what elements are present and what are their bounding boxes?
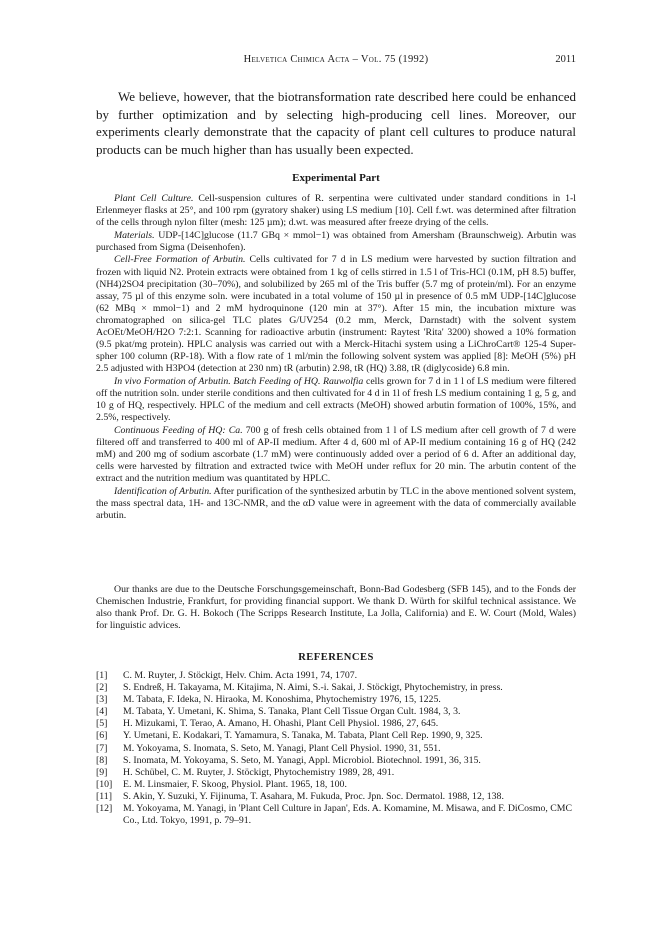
reference-list <box>96 670 576 827</box>
reference-number: [12] <box>96 803 113 815</box>
paragraph-heading: Identification of Arbutin. <box>114 485 212 497</box>
reference-text: M. Tabata, Y. Umetani, K. Shima, S. Tanaka, Plant Cell Tissue Organ Cult. 1984, 3, 3. <box>123 706 461 718</box>
reference-number: [1] <box>96 670 108 681</box>
reference-item <box>96 779 576 791</box>
reference-text: H. Schübel, C. M. Ruyter, J. Stöckigt, Phytochemistry 1989, 28, 491. <box>123 766 395 778</box>
paragraph-heading: Continuous Feeding of HQ: Ca. <box>114 424 243 436</box>
paragraph-plant-cell-culture <box>96 193 576 229</box>
reference-text: Y. Umetani, E. Kodakari, T. Yamamura, S. Tanaka, M. Tabata, Plant Cell Rep. 1990, 9, 325. <box>123 730 483 742</box>
reference-item <box>96 718 576 730</box>
reference-number: [11] <box>96 790 112 802</box>
paragraph-in-vivo-formation <box>96 376 576 424</box>
journal-title: Helvetica Chimica Acta – Vol. 75 (1992) <box>243 54 429 65</box>
reference-text: M. Yokoyama, S. Inomata, S. Seto, M. Yanagi, Plant Cell Physiol. 1990, 31, 551. <box>123 742 441 754</box>
reference-number: [7] <box>96 742 108 754</box>
paragraph-continuous-feeding <box>96 425 576 485</box>
reference-number: [3] <box>96 694 108 706</box>
paragraph-heading: Cell-Free Formation of Arbutin. <box>114 254 246 266</box>
reference-item <box>96 803 576 827</box>
paragraph-materials <box>96 230 576 254</box>
paragraph-text: After purification of the synthesized arbutin by TLC in the above mentioned solvent system, the mass spectral data, 1H- and 13C-NMR, and the αD value were in agreement with the data of commercially available arbutin. <box>96 485 576 521</box>
paragraph-heading: Materials. <box>114 229 155 241</box>
paragraph-heading: Plant Cell Culture. <box>114 193 194 204</box>
reference-item <box>96 767 576 779</box>
paragraph-cell-free-formation <box>96 254 576 375</box>
paragraph-text: cells grown for 7 d in 1 l of LS medium were filtered off the nutrition soln. under sterile conditions and then cultivated for 4 d in 1l of fresh LS medium containing 1 g, 5 g, and 10 g of HQ, respectively. HPLC of the medium and cell extracts (MeOH) showed arbutin formation of 100%, 15%, and 2.5%, respectively. <box>96 375 577 424</box>
paragraph-text: UDP-[14C]glucose (11.7 GBq × mmol−1) was obtained from Amersham (Braunschweig). Arbutin was purchased from Sigma (Deisenhofen). <box>96 229 577 253</box>
experimental-body <box>96 193 576 523</box>
reference-number: [9] <box>96 766 108 778</box>
reference-item <box>96 694 576 706</box>
reference-number: [6] <box>96 730 108 742</box>
reference-text: S. Endreß, H. Takayama, M. Kitajima, N. Aimi, S.-i. Sakai, J. Stöckigt, Phytochemistry, in press. <box>123 682 503 694</box>
reference-item <box>96 706 576 718</box>
reference-item <box>96 755 576 767</box>
intro-paragraph: We believe, however, that the biotransformation rate described here could be enhanced by further optimization and by selecting high-producing cell lines. Moreover, our experiments clearly demonstrate that the capacity of plant cell cultures to produce natural products can be much higher than has usually been expected. <box>96 89 576 157</box>
page-number: 2011 <box>555 54 576 65</box>
paragraph-text: Cell-suspension cultures of R. serpentina were cultivated under standard conditions in 1-l Erlenmeyer flasks at 25°, and 100 rpm (gyratory shaker) using LS medium [10]. Cell f.wt. was determined after filtration of the cells through nylon filter (mesh: 125 µm); d.wt. was measured after freeze drying of the cells. <box>96 193 576 229</box>
reference-number: [5] <box>96 718 108 730</box>
paragraph-heading: In vivo Formation of Arbutin. Batch Feeding of HQ. Rauwolfia <box>114 375 364 387</box>
reference-number: [8] <box>96 754 108 766</box>
reference-item <box>96 730 576 742</box>
reference-number: [2] <box>96 682 108 694</box>
reference-text: S. Akin, Y. Suzuki, Y. Fijinuma, T. Asahara, M. Fukuda, Proc. Jpn. Soc. Dermatol. 1988, 12, 138. <box>123 790 504 802</box>
reference-item <box>96 743 576 755</box>
reference-text: M. Tabata, F. Ideka, N. Hiraoka, M. Konoshima, Phytochemistry 1976, 15, 1225. <box>123 694 441 706</box>
reference-text: M. Yokoyama, M. Yanagi, in 'Plant Cell Culture in Japan', Eds. A. Komamine, M. Misawa, and F. DiCosmo, CMC Co., Ltd. Tokyo, 1991, p. 79–91. <box>123 803 573 827</box>
running-header <box>96 54 576 68</box>
reference-item <box>96 682 576 694</box>
reference-number: [4] <box>96 706 108 718</box>
paragraph-text: 700 g of fresh cells obtained from 1 l of LS medium after cell growth of 7 d were filtered off and transferred to 400 ml of AP-II medium. After 4 d, 600 ml of AP-II medium containing 16 g of HQ (242 mM) and 200 mg of sodium ascorbate (1.7 mM) were continuously added over a period of 6 d. After an additional day, cells were harvested by filtration and extracted twice with MeOH under reflux for 20 min. The arbutin content of the extract and the nutrition medium was quantitated by HPLC. <box>96 424 577 485</box>
reference-text: H. Mizukami, T. Terao, A. Amano, H. Ohashi, Plant Cell Physiol. 1986, 27, 645. <box>123 718 439 730</box>
paragraph-identification <box>96 486 576 522</box>
reference-item <box>96 791 576 803</box>
reference-item <box>96 670 576 682</box>
reference-number: [10] <box>96 778 113 790</box>
acknowledgement: Our thanks are due to the Deutsche Forschungsgemeinschaft, Bonn-Bad Godesberg (SFB 145), and to the Fonds der Chemischen Industrie, Frankfurt, for providing financial support. We thank D. Würth for skilful technical assistance. We also thank Prof. Dr. G. H. Bokoch (The Scripps Research Institute, La Jolla, California) and E. W. Court (Mold, Wales) for linguistic advices. <box>96 584 576 632</box>
section-title: Experimental Part <box>292 172 380 184</box>
paragraph-text: Cells cultivated for 7 d in LS medium were harvested by suction filtration and frozen with liquid N2. Protein extracts were obtained from 1 kg of cells stirred in 1.5 l of Tris-HCl (0.1M, pH 8.5) buffer, (NH4)2SO4 precipitation (30–70%), and solubilized by 265 ml of the Tris buffer (5.7 mg of protein/ml). For an enzyme assay, 75 µl of this enzyme soln. were incubated in a total volume of 150 µl in presence of 0.5 mM UDP-[14C]glucose (62 MBq × mmol−1) and 2 mM hydroquinone (120 min at 37°). After 15 min, the incubation mixture was chromatographed on silica-gel TLC plates G/UV254 (0.2 mm, Merck, Darnstadt) with the solvent system AcOEt/MeOH/H2O 7:2:1. Scanning for radioactive arbutin (instrument: Raytest 'Rita' 3200) showed a 10% formation (9.5 pkat/mg protein). HPLC analysis was carried out with a Merck-Hitachi system using a LiChroCart® 125-4 Super-spher 100 column (RP-18). With a flow rate of 1 ml/min the following solvent system was applied [8]: MeOH (5%) pH 2.5 adjusted with H3PO4 (detection at 230 nm) tR (arbutin) 2.98, tR (HQ) 3.88, tR (diglycoside) 6.8 min. <box>96 254 576 375</box>
reference-text: S. Inomata, M. Yokoyama, S. Seto, M. Yanagi, Appl. Microbiol. Biotechnol. 1991, 36, 315. <box>123 754 481 766</box>
references-title: REFERENCES <box>298 652 374 663</box>
reference-text: C. M. Ruyter, J. Stöckigt, Helv. Chim. Acta 1991, 74, 1707. <box>123 670 358 681</box>
reference-text: E. M. Linsmaier, F. Skoog, Physiol. Plant. 1965, 18, 100. <box>123 778 347 790</box>
